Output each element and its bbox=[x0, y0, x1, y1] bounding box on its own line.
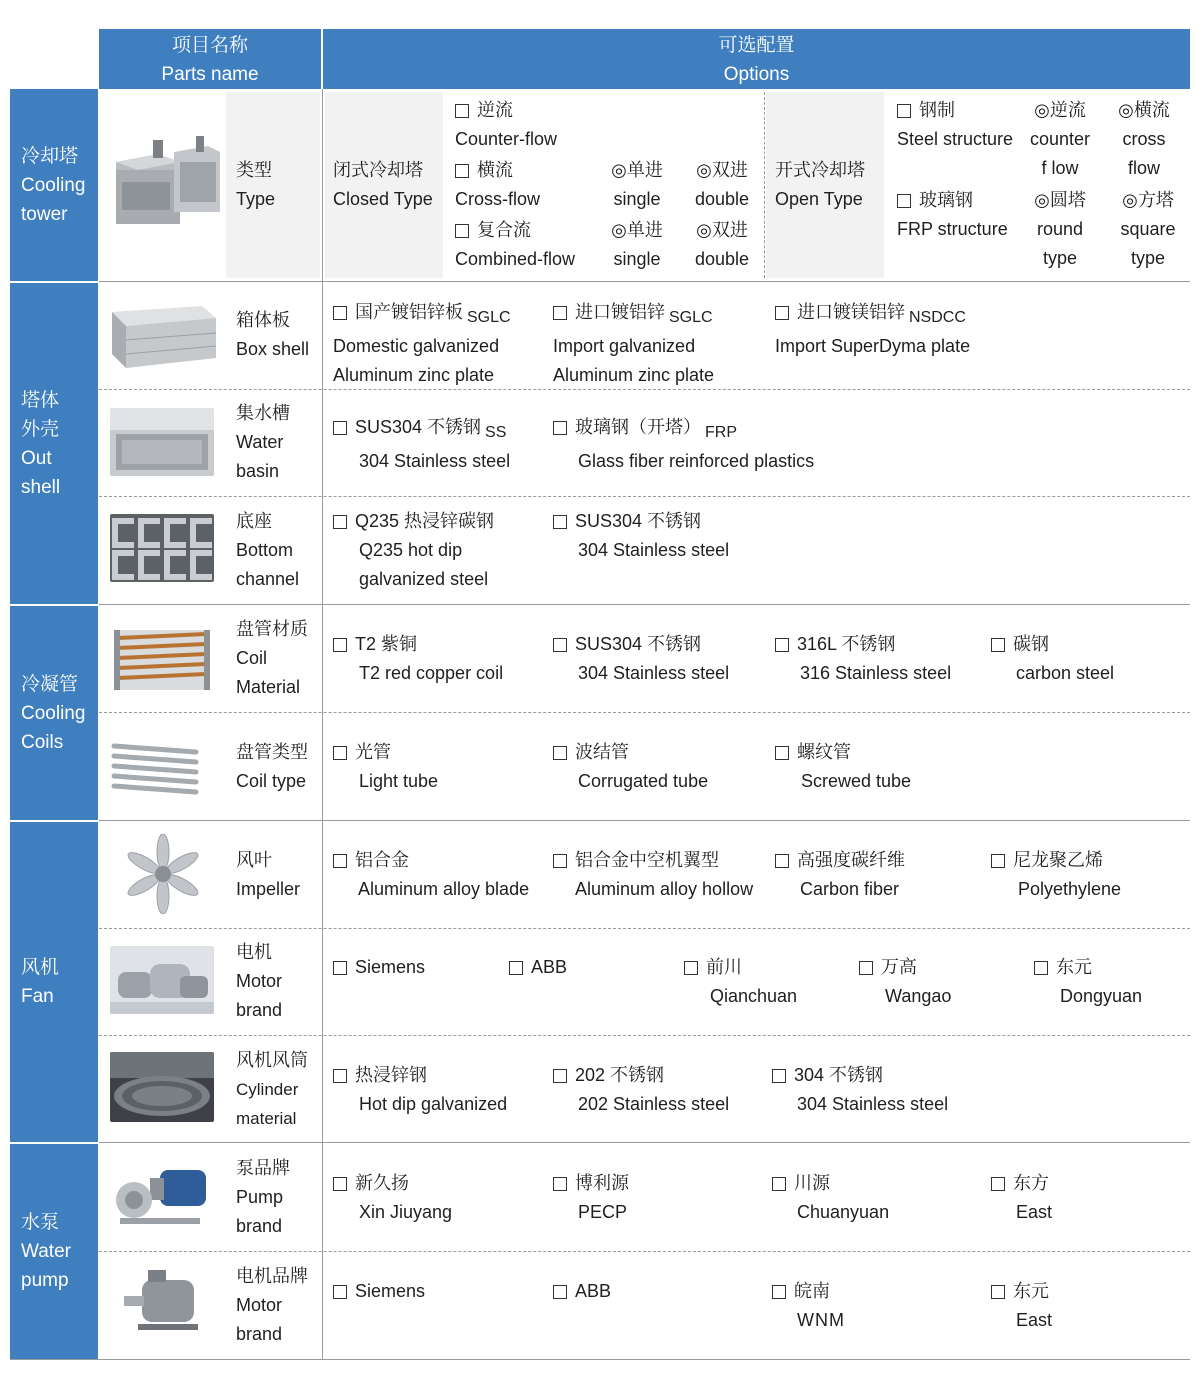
option-zh: 波结管 bbox=[575, 742, 629, 762]
name-en: Coil bbox=[236, 648, 268, 668]
option-en: Import galvanized bbox=[553, 336, 696, 356]
option-zh: ABB bbox=[531, 957, 568, 977]
coil-type-option[interactable] bbox=[553, 738, 708, 796]
cooling-tower-image bbox=[108, 132, 222, 232]
option-en: flow bbox=[1127, 158, 1160, 178]
header-parts-name bbox=[99, 29, 321, 89]
option-zh: 钢制 bbox=[919, 100, 955, 120]
checkbox-icon[interactable] bbox=[772, 1285, 786, 1299]
option-zh: ◎单进 bbox=[611, 160, 663, 180]
divider bbox=[99, 1142, 1190, 1143]
option-zh: ABB bbox=[575, 1281, 612, 1301]
open-counter-option[interactable] bbox=[1018, 96, 1102, 183]
box-shell-option[interactable] bbox=[553, 298, 714, 390]
name-en: material bbox=[236, 1109, 297, 1128]
open-type-label bbox=[775, 156, 865, 214]
checkbox-icon[interactable] bbox=[553, 638, 567, 652]
name-en: Water bbox=[236, 432, 284, 452]
checkbox-icon[interactable] bbox=[333, 1285, 347, 1299]
pump-motor-name bbox=[236, 1262, 308, 1349]
option-zh: 304 不锈钢 bbox=[794, 1065, 884, 1085]
water-basin-option[interactable] bbox=[333, 413, 510, 476]
category-label: 风机 bbox=[21, 957, 60, 978]
checkbox-icon[interactable] bbox=[772, 1177, 786, 1191]
checkbox-icon[interactable] bbox=[553, 306, 567, 320]
name-en: brand bbox=[236, 1216, 283, 1236]
option-zh: 博利源 bbox=[575, 1173, 629, 1193]
name-zh: 风叶 bbox=[236, 850, 272, 870]
divider bbox=[99, 1035, 1190, 1036]
option-en: Counter-flow bbox=[455, 129, 558, 149]
option-en: Domestic galvanized bbox=[333, 336, 500, 356]
checkbox-icon[interactable] bbox=[333, 746, 347, 760]
checkbox-icon[interactable] bbox=[553, 1069, 567, 1083]
option-zh: 皖南 bbox=[794, 1281, 830, 1301]
box-shell-image bbox=[110, 302, 218, 374]
bottom-channel-option[interactable] bbox=[553, 507, 729, 565]
option-zh: 国产镀铝锌板 bbox=[355, 302, 463, 322]
option-code: SGLC bbox=[467, 309, 511, 326]
bottom-channel-image bbox=[110, 514, 214, 582]
frp-structure-option[interactable] bbox=[897, 186, 1008, 244]
option-zh: 316L 不锈钢 bbox=[797, 634, 896, 654]
category-label: Out bbox=[21, 447, 52, 469]
option-zh: 东元 bbox=[1056, 957, 1092, 977]
option-en: T2 red copper coil bbox=[359, 663, 504, 683]
cross-single-option[interactable] bbox=[603, 156, 671, 214]
checkbox-icon[interactable] bbox=[991, 1177, 1005, 1191]
category-label: shell bbox=[21, 476, 61, 498]
option-code: SS bbox=[485, 424, 507, 441]
fan-motor-option[interactable] bbox=[509, 953, 567, 982]
option-zh: 铝合金 bbox=[355, 850, 409, 870]
option-en: WNM bbox=[797, 1310, 845, 1330]
option-zh: ◎横流 bbox=[1118, 100, 1170, 120]
option-zh: 进口镀镁铝锌 bbox=[797, 302, 905, 322]
coil-material-option[interactable] bbox=[553, 630, 729, 688]
category-label: 塔体 bbox=[21, 389, 60, 411]
divider bbox=[99, 604, 1190, 605]
divider bbox=[322, 89, 323, 1359]
checkbox-icon[interactable] bbox=[333, 1069, 347, 1083]
header-options bbox=[323, 29, 1190, 89]
option-en: carbon steel bbox=[1016, 663, 1115, 683]
option-en: single bbox=[613, 189, 661, 209]
cross-flow-option[interactable] bbox=[455, 156, 540, 214]
option-en: FRP structure bbox=[897, 219, 1008, 239]
category-water-pump bbox=[10, 1144, 98, 1359]
category-cooling-tower bbox=[10, 89, 98, 281]
divider bbox=[99, 712, 1190, 713]
divider bbox=[764, 92, 765, 278]
coil-material-option[interactable] bbox=[775, 630, 951, 688]
name-zh: 类型 bbox=[236, 160, 272, 180]
name-zh: 电机 bbox=[236, 942, 272, 962]
option-en: Import SuperDyma plate bbox=[775, 336, 971, 356]
checkbox-icon[interactable] bbox=[553, 515, 567, 529]
cylinder-option[interactable] bbox=[333, 1061, 507, 1119]
checkbox-icon[interactable] bbox=[859, 961, 873, 975]
header-parts-zh: 项目名称 bbox=[171, 35, 248, 56]
coil-type-name bbox=[236, 738, 308, 796]
coil-type-option[interactable] bbox=[333, 738, 438, 796]
checkbox-icon[interactable] bbox=[897, 194, 911, 208]
cylinder-option[interactable] bbox=[772, 1061, 948, 1119]
closed-en: Closed Type bbox=[333, 189, 433, 209]
name-en: Material bbox=[236, 677, 301, 697]
option-en: 304 Stainless steel bbox=[578, 540, 730, 560]
checkbox-icon[interactable] bbox=[775, 306, 789, 320]
checkbox-icon[interactable] bbox=[553, 421, 567, 435]
option-zh: 横流 bbox=[477, 160, 513, 180]
name-en: channel bbox=[236, 569, 300, 589]
option-en: Dongyuan bbox=[1060, 986, 1143, 1006]
name-zh: 泵品牌 bbox=[236, 1158, 290, 1178]
option-en: Steel structure bbox=[897, 129, 1014, 149]
option-en: f low bbox=[1041, 158, 1079, 178]
option-en: Combined-flow bbox=[455, 249, 576, 269]
divider bbox=[10, 1359, 1190, 1360]
coil-type-option[interactable] bbox=[775, 738, 911, 796]
option-zh: ◎双进 bbox=[696, 220, 748, 240]
option-zh: 尼龙聚乙烯 bbox=[1013, 850, 1103, 870]
option-en: counter bbox=[1029, 129, 1091, 149]
pump-motor-option[interactable] bbox=[333, 1277, 425, 1306]
cylinder-name bbox=[236, 1046, 308, 1133]
combined-single-option[interactable] bbox=[603, 216, 671, 274]
closed-type-label bbox=[333, 156, 433, 214]
option-en: Cross-flow bbox=[455, 189, 541, 209]
impeller-name bbox=[236, 846, 300, 904]
option-zh: ◎逆流 bbox=[1034, 100, 1086, 120]
option-zh: T2 紫铜 bbox=[355, 634, 418, 654]
option-en: Glass fiber reinforced plastics bbox=[578, 451, 815, 471]
category-label: 外壳 bbox=[21, 418, 60, 440]
checkbox-icon[interactable] bbox=[775, 746, 789, 760]
option-en: galvanized steel bbox=[359, 569, 489, 589]
checkbox-icon[interactable] bbox=[553, 746, 567, 760]
option-zh: ◎方塔 bbox=[1122, 190, 1174, 210]
open-cross-option[interactable] bbox=[1106, 96, 1182, 183]
option-zh: 202 不锈钢 bbox=[575, 1065, 665, 1085]
fan-motor-option[interactable] bbox=[859, 953, 951, 1011]
name-en: Pump bbox=[236, 1187, 284, 1207]
category-label: pump bbox=[21, 1270, 69, 1291]
checkbox-icon[interactable] bbox=[991, 854, 1005, 868]
checkbox-icon[interactable] bbox=[684, 961, 698, 975]
option-zh: 逆流 bbox=[477, 100, 513, 120]
option-zh: 高强度碳纤维 bbox=[797, 850, 905, 870]
divider bbox=[99, 496, 1190, 497]
category-label: Cooling bbox=[21, 702, 86, 724]
checkbox-icon[interactable] bbox=[991, 638, 1005, 652]
category-label: Coils bbox=[21, 731, 64, 753]
option-en: square bbox=[1120, 219, 1176, 239]
option-zh: 东元 bbox=[1013, 1281, 1049, 1301]
checkbox-icon[interactable] bbox=[775, 854, 789, 868]
header-options-en: Options bbox=[723, 64, 790, 85]
option-zh: 光管 bbox=[355, 742, 391, 762]
checkbox-icon[interactable] bbox=[455, 164, 469, 178]
bottom-channel-option[interactable] bbox=[333, 507, 494, 594]
impeller-option[interactable] bbox=[553, 846, 753, 904]
divider bbox=[99, 1251, 1190, 1252]
name-en: Type bbox=[236, 189, 276, 209]
option-en: 304 Stainless steel bbox=[359, 451, 511, 471]
option-zh: 热浸锌钢 bbox=[355, 1065, 427, 1085]
option-zh: 玻璃钢（开塔） bbox=[575, 417, 701, 437]
option-zh: 碳钢 bbox=[1013, 634, 1049, 654]
option-en: Q235 hot dip bbox=[359, 540, 463, 560]
checkbox-icon[interactable] bbox=[509, 961, 523, 975]
option-zh: Siemens bbox=[355, 1281, 426, 1301]
option-zh: 东方 bbox=[1013, 1173, 1049, 1193]
option-zh: 玻璃钢 bbox=[919, 190, 973, 210]
option-en: double bbox=[694, 249, 750, 269]
checkbox-icon[interactable] bbox=[333, 961, 347, 975]
open-square-option[interactable] bbox=[1106, 186, 1190, 273]
option-en: Aluminum alloy blade bbox=[358, 879, 530, 899]
name-en: Motor bbox=[236, 1295, 283, 1315]
option-en: 202 Stainless steel bbox=[578, 1094, 730, 1114]
checkbox-icon[interactable] bbox=[455, 104, 469, 118]
option-en: Aluminum zinc plate bbox=[553, 365, 715, 385]
option-zh: SUS304 不锈钢 bbox=[575, 511, 702, 531]
option-zh: Q235 热浸锌碳钢 bbox=[355, 511, 495, 531]
category-label: 冷却塔 bbox=[21, 145, 79, 167]
option-code: NSDCC bbox=[909, 309, 966, 326]
option-en: double bbox=[694, 189, 750, 209]
option-zh: 复合流 bbox=[477, 220, 531, 240]
option-en: type bbox=[1130, 248, 1166, 268]
category-label: 冷凝管 bbox=[21, 673, 79, 695]
name-zh: 电机品牌 bbox=[236, 1266, 308, 1286]
option-en: Xin Jiuyang bbox=[359, 1202, 453, 1222]
name-zh: 风机风筒 bbox=[236, 1050, 308, 1070]
fan-motor-name bbox=[236, 938, 282, 1025]
option-zh: 万高 bbox=[881, 957, 917, 977]
option-en: Corrugated tube bbox=[578, 771, 709, 791]
checkbox-icon[interactable] bbox=[333, 515, 347, 529]
category-label: Fan bbox=[21, 986, 54, 1007]
option-zh: ◎单进 bbox=[611, 220, 663, 240]
impeller-option[interactable] bbox=[775, 846, 905, 904]
steel-structure-option[interactable] bbox=[897, 96, 1013, 154]
type-name bbox=[236, 156, 275, 214]
option-en: single bbox=[613, 249, 661, 269]
box-shell-option[interactable] bbox=[775, 298, 970, 361]
name-zh: 箱体板 bbox=[236, 310, 290, 330]
option-zh: 新久扬 bbox=[355, 1173, 409, 1193]
open-en: Open Type bbox=[775, 189, 863, 209]
checkbox-icon[interactable] bbox=[333, 854, 347, 868]
bottom-channel-name bbox=[236, 507, 299, 594]
coil-type-image bbox=[110, 738, 200, 796]
option-code: SGLC bbox=[669, 309, 713, 326]
option-en: Polyethylene bbox=[1018, 879, 1122, 899]
option-zh: SUS304 不锈钢 bbox=[575, 634, 702, 654]
header-options-zh: 可选配置 bbox=[718, 35, 795, 56]
cylinder-image bbox=[110, 1052, 214, 1122]
checkbox-icon[interactable] bbox=[553, 1285, 567, 1299]
option-en: Aluminum alloy hollow bbox=[575, 879, 754, 899]
checkbox-icon[interactable] bbox=[1034, 961, 1048, 975]
option-en: Light tube bbox=[359, 771, 439, 791]
cross-double-option[interactable] bbox=[682, 156, 762, 214]
pump-brand-option[interactable] bbox=[991, 1169, 1052, 1227]
option-code: FRP bbox=[705, 424, 737, 441]
category-label: Water bbox=[21, 1241, 71, 1262]
checkbox-icon[interactable] bbox=[333, 1177, 347, 1191]
impeller-image bbox=[118, 834, 208, 914]
option-zh: 铝合金中空机翼型 bbox=[575, 850, 719, 870]
category-out-shell bbox=[10, 283, 98, 604]
option-zh: ◎双进 bbox=[696, 160, 748, 180]
pump-motor-option[interactable] bbox=[553, 1277, 611, 1306]
option-en: Chuanyuan bbox=[797, 1202, 890, 1222]
pump-brand-name bbox=[236, 1154, 290, 1241]
pump-brand-option[interactable] bbox=[772, 1169, 889, 1227]
checkbox-icon[interactable] bbox=[333, 306, 347, 320]
option-en: Wangao bbox=[885, 986, 952, 1006]
name-zh: 盘管材质 bbox=[236, 619, 308, 639]
option-zh: ◎圆塔 bbox=[1034, 190, 1086, 210]
option-en: 304 Stainless steel bbox=[797, 1094, 949, 1114]
name-en: Cylinder bbox=[236, 1080, 299, 1099]
checkbox-icon[interactable] bbox=[897, 104, 911, 118]
divider bbox=[99, 281, 1190, 282]
checkbox-icon[interactable] bbox=[553, 1177, 567, 1191]
name-en: Box shell bbox=[236, 339, 310, 359]
impeller-option[interactable] bbox=[333, 846, 529, 904]
option-zh: 螺纹管 bbox=[797, 742, 851, 762]
pump-image bbox=[110, 1160, 214, 1234]
option-en: Screwed tube bbox=[801, 771, 912, 791]
header-parts-en: Parts name bbox=[161, 64, 259, 85]
option-zh: 前川 bbox=[706, 957, 742, 977]
option-en: PECP bbox=[578, 1202, 628, 1222]
pump-motor-image bbox=[118, 1266, 208, 1342]
divider bbox=[99, 820, 1190, 821]
category-label: 水泵 bbox=[21, 1212, 60, 1233]
cylinder-option[interactable] bbox=[553, 1061, 729, 1119]
category-label: Cooling bbox=[21, 174, 86, 196]
option-en: Aluminum zinc plate bbox=[333, 365, 495, 385]
coil-material-option[interactable] bbox=[333, 630, 503, 688]
option-en: round bbox=[1036, 219, 1084, 239]
fan-motor-image bbox=[110, 946, 214, 1014]
combined-double-option[interactable] bbox=[682, 216, 762, 274]
option-en: 304 Stainless steel bbox=[578, 663, 730, 683]
fan-motor-option[interactable] bbox=[1034, 953, 1142, 1011]
checkbox-icon[interactable] bbox=[333, 421, 347, 435]
option-zh: 进口镀铝锌 bbox=[575, 302, 665, 322]
name-zh: 盘管类型 bbox=[236, 742, 308, 762]
checkbox-icon[interactable] bbox=[455, 224, 469, 238]
name-en: Impeller bbox=[236, 879, 301, 899]
checkbox-icon[interactable] bbox=[333, 638, 347, 652]
divider bbox=[99, 928, 1190, 929]
name-zh: 底座 bbox=[236, 511, 272, 531]
option-en: Hot dip galvanized bbox=[359, 1094, 508, 1114]
open-round-option[interactable] bbox=[1018, 186, 1102, 273]
option-en: Carbon fiber bbox=[800, 879, 900, 899]
category-fan bbox=[10, 822, 98, 1142]
coil-material-name bbox=[236, 615, 308, 702]
fan-motor-option[interactable] bbox=[333, 953, 425, 982]
checkbox-icon[interactable] bbox=[991, 1285, 1005, 1299]
name-en: Motor bbox=[236, 971, 283, 991]
impeller-option[interactable] bbox=[991, 846, 1121, 904]
name-en: Coil type bbox=[236, 771, 307, 791]
water-basin-image bbox=[110, 408, 214, 476]
open-zh: 开式冷却塔 bbox=[775, 160, 865, 180]
name-en: Bottom bbox=[236, 540, 294, 560]
name-en: brand bbox=[236, 1324, 283, 1344]
water-basin-option[interactable] bbox=[553, 413, 814, 476]
name-en: basin bbox=[236, 461, 280, 481]
name-zh: 集水槽 bbox=[236, 403, 290, 423]
pump-brand-option[interactable] bbox=[553, 1169, 629, 1227]
option-en: East bbox=[1016, 1202, 1053, 1222]
coil-material-image bbox=[110, 624, 214, 696]
pump-motor-option[interactable] bbox=[772, 1277, 845, 1335]
option-en: type bbox=[1042, 248, 1078, 268]
checkbox-icon[interactable] bbox=[553, 854, 567, 868]
fan-motor-option[interactable] bbox=[684, 953, 797, 1011]
option-en: East bbox=[1016, 1310, 1053, 1330]
option-en: cross bbox=[1122, 129, 1166, 149]
option-en: 316 Stainless steel bbox=[800, 663, 952, 683]
checkbox-icon[interactable] bbox=[772, 1069, 786, 1083]
option-zh: Siemens bbox=[355, 957, 426, 977]
coil-material-option[interactable] bbox=[991, 630, 1114, 688]
pump-motor-option[interactable] bbox=[991, 1277, 1052, 1335]
option-zh: SUS304 不锈钢 bbox=[355, 417, 482, 437]
closed-zh: 闭式冷却塔 bbox=[333, 160, 423, 180]
water-basin-name bbox=[236, 399, 290, 486]
name-en: brand bbox=[236, 1000, 283, 1020]
pump-brand-option[interactable] bbox=[333, 1169, 452, 1227]
box-shell-option[interactable] bbox=[333, 298, 511, 390]
option-zh: 川源 bbox=[794, 1173, 830, 1193]
combined-flow-option[interactable] bbox=[455, 216, 575, 274]
category-label: tower bbox=[21, 203, 68, 225]
option-en: Qianchuan bbox=[710, 986, 798, 1006]
box-shell-name bbox=[236, 306, 309, 364]
category-cooling-coils bbox=[10, 606, 98, 820]
checkbox-icon[interactable] bbox=[775, 638, 789, 652]
counter-flow-option[interactable] bbox=[455, 96, 557, 154]
